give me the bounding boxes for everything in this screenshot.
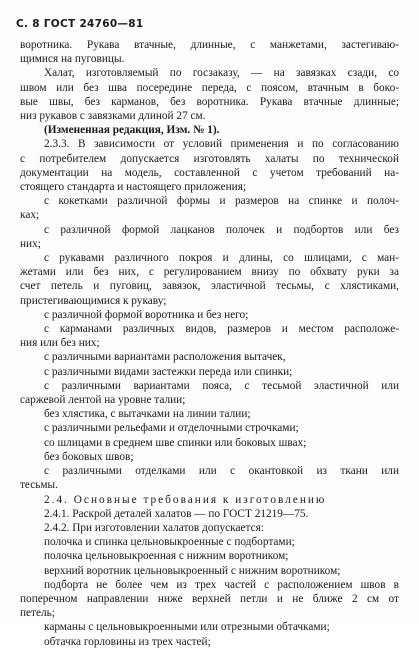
text-line: с карманами различных видов, размеров и местом расположе- [44,323,399,336]
text-line: с различными вариантами пояса, с тесьмой эластичной или [44,379,399,392]
text-line: 2.4.1. Раскрой деталей халатов — по ГОСТ 21219—75. [44,507,309,520]
text-line: швом или без шва посередине переда, с поясом, втачным в боко- [20,81,399,94]
text-line: них; [20,237,41,250]
text-line: с различными отделками или с окантовкой из ткани или [44,465,399,478]
text-line: с различными вариантами расположения вытачек, [44,351,286,364]
text-line: с рукавами различного покроя и длины, со шлицами, с ман- [44,252,399,265]
text-line: поперечном направлении ниже верхней петли и не ближе 2 см от [20,592,399,605]
text-line: жетами или без них, с регулированием внизу по обхвату руки за [20,266,399,279]
text-line: с различной формой лацканов полочек и подбортов или без [44,223,399,236]
text-line: с потребителем допускается изготовлять халаты по технической [20,152,399,165]
text-line: документации на модель, составленной с учетом требований на- [20,166,399,179]
text-line: ках; [20,209,40,222]
text-line: верхний воротник цельновыкроенный с нижним воротником; [44,564,341,577]
text-line: полочка и спинка цельновыкроенные с подбортами; [44,536,295,549]
text-line: со шлицами в среднем шве спинки или боковых швах; [44,436,307,449]
text-line: (Измененная редакция, Изм. № 1). [44,124,220,137]
text-line: 2.3.3. В зависимости от условий применения и по согласованию [44,138,399,151]
text-line: без хлястика, с вытачками на линии талии; [44,408,251,421]
text-line: пристегивающимися к рукаву; [20,294,167,307]
text-line: стоящего стандарта и настоящего приложения; [20,181,247,194]
text-line: воротника. Рукава втачные, длинные, с манжетами, застегиваю- [20,39,399,51]
text-line: полочка цельновыкроенная с нижним воротником; [44,550,289,563]
text-line: подборта не более чем из трех частей с расположением швов в [44,578,399,591]
text-line: ния или без них; [20,337,100,350]
text-line: тесьмы. [20,479,58,492]
text-line: счет петель и пуговиц, завязок, эластичной тесьмы, с хлястиками, [20,280,399,293]
text-line: с различными видами застежки переда или спинки; [44,365,293,378]
page-header: С. 8 ГОСТ 24760—81 [16,18,144,30]
text-line: щимися на пуговицы. [20,53,125,66]
text-line: 2.4. Основные требования к изготовлению [44,493,327,506]
text-line: вые швы, без карманов, без воротника. Рукава втачные длинные; [20,95,399,108]
text-line: 2.4.2. При изготовлении халатов допускается: [44,521,264,534]
document-body [20,38,399,649]
text-line: без боковых швов; [44,450,134,463]
text-line: с кокетками различной формы и размеров на спинке и полоч- [44,195,399,208]
text-line: с различными рельефами и отделочными строчками; [44,422,299,435]
text-line: карманы с цельновыкроенными или отрезными обтачками; [44,621,330,634]
text-line: петель; [20,607,55,620]
text-line: обтачка горловины из трех частей; [44,635,211,648]
text-line: Халат, изготовляемый по госзаказу, — на завязках сзади, со [44,67,399,80]
text-line: с различной формой воротника и без него; [44,308,249,321]
text-line: низ рукавов с завязками длиной 27 см. [20,110,206,123]
text-line: саржевой лентой на уровне талии; [20,394,186,407]
